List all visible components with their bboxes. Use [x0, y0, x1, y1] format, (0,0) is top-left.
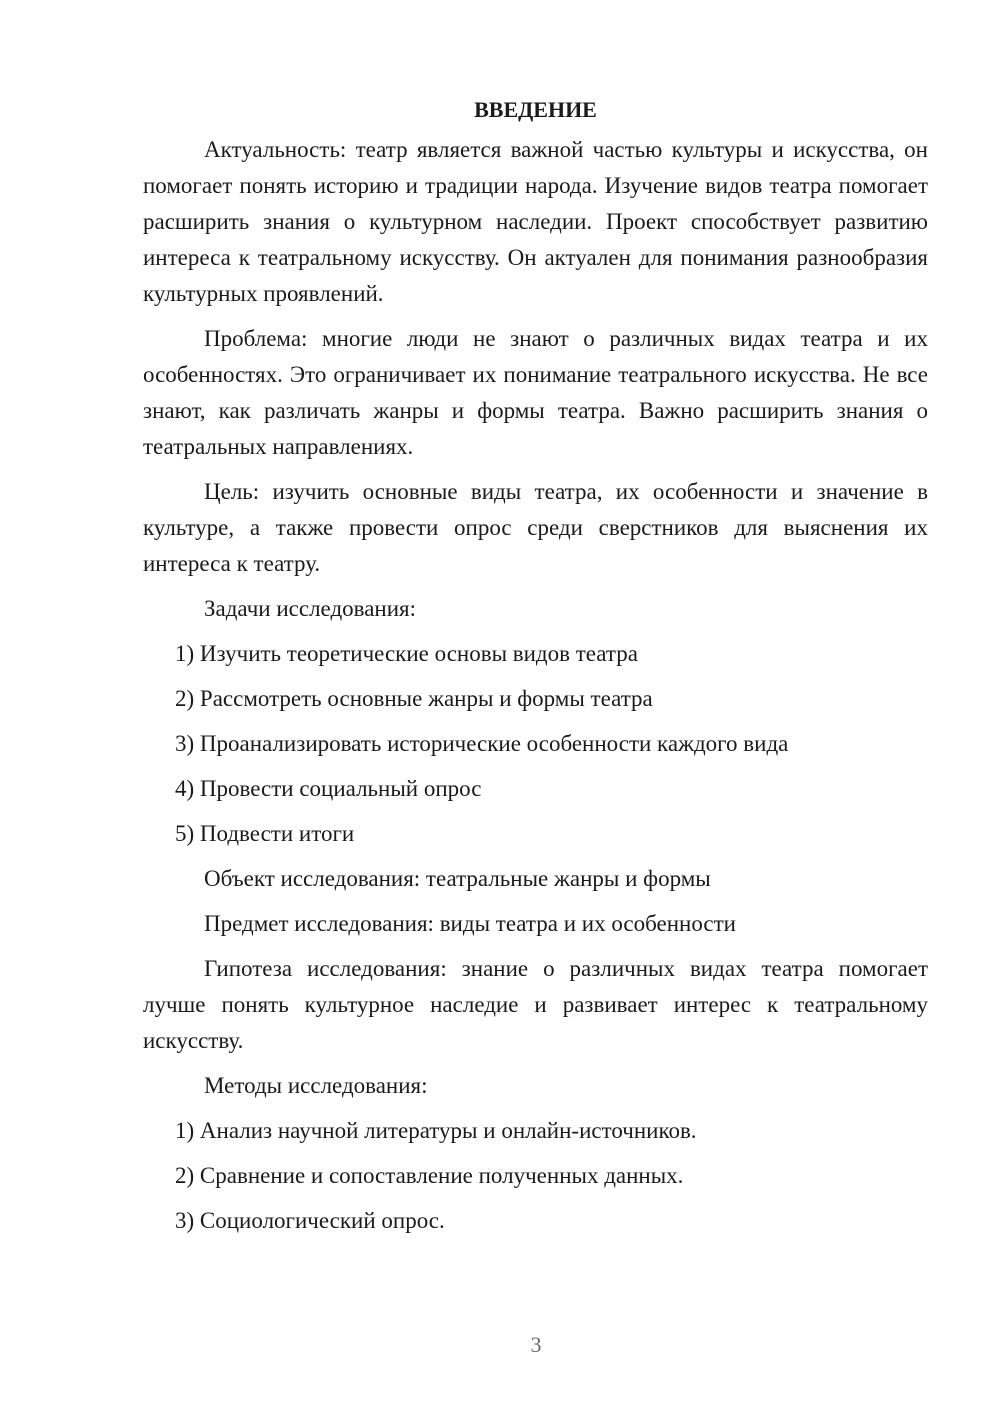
tasks-heading: Задачи исследования:	[204, 596, 417, 621]
research-object: Объект исследования: театральные жанры и формы	[204, 866, 711, 891]
list-item: 5) Подвести итоги	[175, 821, 355, 846]
section-title: ВВЕДЕНИЕ	[474, 97, 597, 122]
list-item: 1) Изучить теоретические основы видов театра	[175, 641, 638, 666]
methods-list	[143, 1113, 928, 1239]
problem-paragraph: Проблема: многие люди не знают о различных видах театра и их особенностях. Это ограничивает их понимание театрального искусства. Не все знают, как различать жанры и формы театра. Важно расширить знания о театральных направлениях.	[143, 326, 928, 459]
hypothesis-paragraph: Гипотеза исследования: знание о различных видах театра помогает лучше понять культурное наследие и развивает интерес к театральному искусству.	[143, 956, 928, 1053]
relevance-paragraph: Актуальность: театр является важной частью культуры и искусства, он помогает понять историю и традиции народа. Изучение видов театра помогает расширить знания о культурном наследии. Проект способствует развитию интереса к театральному искусству. Он актуален для понимания разнообразия культурных проявлений.	[143, 137, 928, 306]
list-item: 4) Провести социальный опрос	[175, 776, 482, 801]
list-item: 1) Анализ научной литературы и онлайн-источников.	[175, 1118, 697, 1143]
list-item: 2) Сравнение и сопоставление полученных данных.	[175, 1163, 684, 1188]
list-item: 2) Рассмотреть основные жанры и формы театра	[175, 686, 653, 711]
goal-paragraph: Цель: изучить основные виды театра, их особенности и значение в культуре, а также провести опрос среди сверстников для выяснения их интереса к театру.	[143, 479, 928, 576]
research-subject: Предмет исследования: виды театра и их особенности	[204, 911, 736, 936]
methods-heading: Методы исследования:	[204, 1073, 428, 1098]
list-item: 3) Проанализировать исторические особенности каждого вида	[175, 731, 789, 756]
page-content	[143, 92, 928, 1248]
page-number: 3	[530, 1332, 542, 1357]
list-item: 3) Социологический опрос.	[175, 1208, 445, 1233]
tasks-list	[143, 636, 928, 852]
